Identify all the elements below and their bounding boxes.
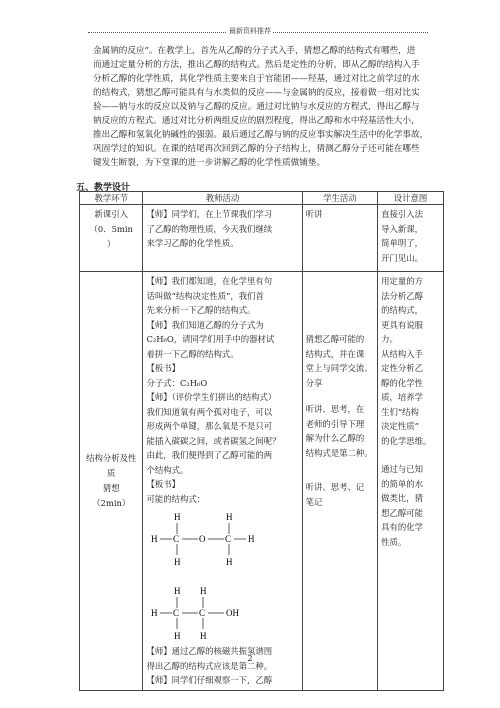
text-line: 堂上与同学交流、 [305, 363, 373, 373]
text-line: 做类比，猜 [381, 493, 423, 503]
intro-line: 分析乙醇的化学性质，其化学性质主要来自于官能团——羟基，通过对比之前学过的水 [93, 74, 420, 84]
atom-h: H [151, 608, 158, 618]
text-line: 分享 [305, 377, 323, 388]
text-line: 得出乙醇的结构式应该是第二种。 [146, 660, 273, 671]
text-line: 性质。 [381, 536, 407, 547]
atom-h: H [174, 557, 181, 567]
atom-h: H [174, 586, 181, 596]
intro-line: 验——钠与水的反应以及钠与乙醇的反应。通过对比钠与水反应的方程式，得出乙醇与 [93, 102, 420, 112]
section-title: 五、教学设计 [76, 183, 131, 193]
text-line: 的化学思维。 [381, 435, 432, 446]
text-line: 形成两个单键，那么氧是不是只可 [146, 421, 273, 431]
text-line: 老师的引导下理 [305, 418, 365, 429]
stage-line: （0．5min [89, 224, 133, 234]
text-line: 能插入碳碳之间，或者碳氢之间呢？ [146, 435, 281, 446]
intro-line: 金属钠的反应”。在教学上，首先从乙醇的分子式入手，猜想乙醇的结构式有哪些，进 [93, 46, 416, 56]
stage-line: （2min） [92, 497, 131, 508]
text-line: 用定量的方 [381, 276, 423, 286]
text-line: 【师】同学们仔细观察一下，乙醇 [146, 675, 273, 685]
text-line: 定性分析乙 [381, 363, 423, 373]
text-line: 【师】（评价学生们拼出的结构式） [146, 392, 277, 402]
atom-h: H [200, 631, 207, 641]
intro-line: 推出乙醇和氢氧化钠碱性的强弱。最后通过乙醇与钠的反应事实解决生活中的化学事故， [93, 130, 429, 140]
text-line: 的结构式， [381, 305, 423, 315]
text-line: 着拼一下乙醇的结构式。 [146, 348, 239, 359]
atom-h: H [174, 631, 181, 641]
text-line: 分子式：C₂H₆O [146, 377, 208, 388]
intro-line: 钠反应的方程式。通过对比分析两组反应的剧烈程度，得出乙醇和水中羟基活性大小， [93, 116, 420, 126]
text-line: 听讲、思考，在 [305, 404, 365, 414]
page-number: 2 [247, 654, 253, 663]
intro-line: 而通过定量分析的方法，推出乙醇的结构式。然后是定性的分析，即从乙醇的结构入手 [93, 60, 420, 70]
text-line: 解为什么乙醇的 [305, 433, 365, 443]
text-line: 个结构式。 [146, 464, 189, 475]
atom-h: H [200, 586, 207, 596]
atom-h: H [226, 557, 233, 567]
text-line: 质，培养学 [381, 392, 423, 402]
stage-line: 猜想 [102, 482, 120, 493]
text-line: 听讲、思考、记 [305, 482, 365, 492]
text-line: 想乙醇可能 [381, 507, 423, 518]
teacher-cell [143, 272, 302, 691]
stage-line: 结构分析及性质 [86, 452, 137, 478]
stage-line: 新课引入 [94, 209, 128, 219]
page-header: 最新资料推荐 [229, 27, 271, 35]
atom-h: H [248, 534, 255, 544]
atom-c: C [225, 534, 232, 544]
text-line: 话叫做“结构决定性质”，我们首 [146, 290, 264, 301]
text-line: 从结构入手 [381, 348, 423, 359]
atom-c: C [173, 534, 180, 544]
header-teacher: 教师活动 [143, 192, 302, 205]
text-line: 结构式，并在课 [305, 348, 365, 359]
intro-line: 巩固学过的知识。在课的结尾再次回到乙醇的分子结构上，猜测乙醇分子还可能在哪些 [93, 144, 420, 154]
text-line: 先来分析一下乙醇的结构式。 [146, 305, 256, 315]
lesson-design-table [79, 191, 444, 691]
atom-h: H [151, 534, 158, 544]
text-line: 【师】通过乙醇的核磁共振氢谱图 [146, 646, 273, 656]
text-line: 了乙醇的物理性质，今天我们继续 [146, 223, 273, 234]
text-line: 听讲 [305, 209, 323, 219]
text-line: 醇的化学性 [381, 377, 423, 388]
text-line: 可能的结构式： [146, 493, 206, 504]
structure-ethanol [148, 584, 268, 642]
text-line: 导入新课， [381, 223, 423, 234]
stage-cell [80, 272, 143, 691]
student-cell [302, 272, 378, 691]
teacher-cell [143, 205, 302, 272]
stage-line: ） [107, 239, 116, 249]
intent-cell [378, 205, 444, 272]
text-line: C₂H₆O，请同学们用手中的器材试 [146, 334, 275, 344]
text-line: 猜想乙醇可能的 [305, 334, 365, 344]
text-line: 结构式是第二种。 [305, 447, 373, 458]
text-line: 更具有说服 [381, 319, 423, 330]
intro-line: 的结构式，猜想乙醇可能具有与水类似的反应——与金属钠的反应，接着做一组对比实 [93, 88, 420, 98]
text-line: 直接引入法 [381, 209, 423, 219]
text-line: 【板书】 [146, 363, 180, 373]
group-oh: OH [226, 608, 240, 618]
atom-h: H [226, 512, 233, 522]
text-line: 来学习乙醇的化学性质。 [146, 238, 239, 248]
intro-line: 键发生断裂，为下堂课的进一步讲解乙醇的化学性质做铺垫。 [93, 158, 326, 168]
header-intent: 设计意图 [378, 192, 444, 205]
student-cell [302, 205, 378, 272]
text-line: 的简单的水 [381, 478, 423, 489]
text-line: 【师】同学们，在上节课我们学习 [146, 209, 273, 219]
atom-o: O [199, 534, 206, 544]
table-row [80, 205, 444, 272]
text-line: 通过与已知 [381, 464, 423, 474]
text-line: 开门见山。 [381, 252, 423, 263]
table-header-row [80, 192, 444, 205]
atom-h: H [174, 512, 181, 522]
table-row [80, 272, 444, 691]
text-line: 笔记 [305, 496, 323, 507]
text-line: 法分析乙醇 [381, 290, 423, 301]
text-line: 决定性质” [381, 421, 419, 431]
structure-dimethyl-ether [148, 510, 268, 568]
header-stage: 教学环节 [80, 192, 143, 205]
text-line: 【板书】 [146, 479, 180, 489]
header-student: 学生活动 [302, 192, 378, 205]
atom-c: C [173, 608, 180, 618]
stage-cell [80, 205, 143, 272]
text-line: 由此，我们便得到了乙醇可能的两 [146, 450, 273, 460]
text-line: 【师】我们都知道，在化学里有句 [146, 276, 273, 286]
text-line: 简单明了， [381, 238, 423, 248]
text-line: 【师】我们知道乙醇的分子式为 [146, 319, 264, 330]
text-line: 生们“结构 [381, 406, 419, 417]
intro-paragraph [93, 44, 433, 170]
atom-c: C [199, 608, 206, 618]
intent-cell [378, 272, 444, 691]
text-line: 具有的化学 [381, 522, 423, 532]
text-line: 我们知道氧有两个孤对电子，可以 [146, 406, 273, 417]
text-line: 力。 [381, 334, 398, 344]
